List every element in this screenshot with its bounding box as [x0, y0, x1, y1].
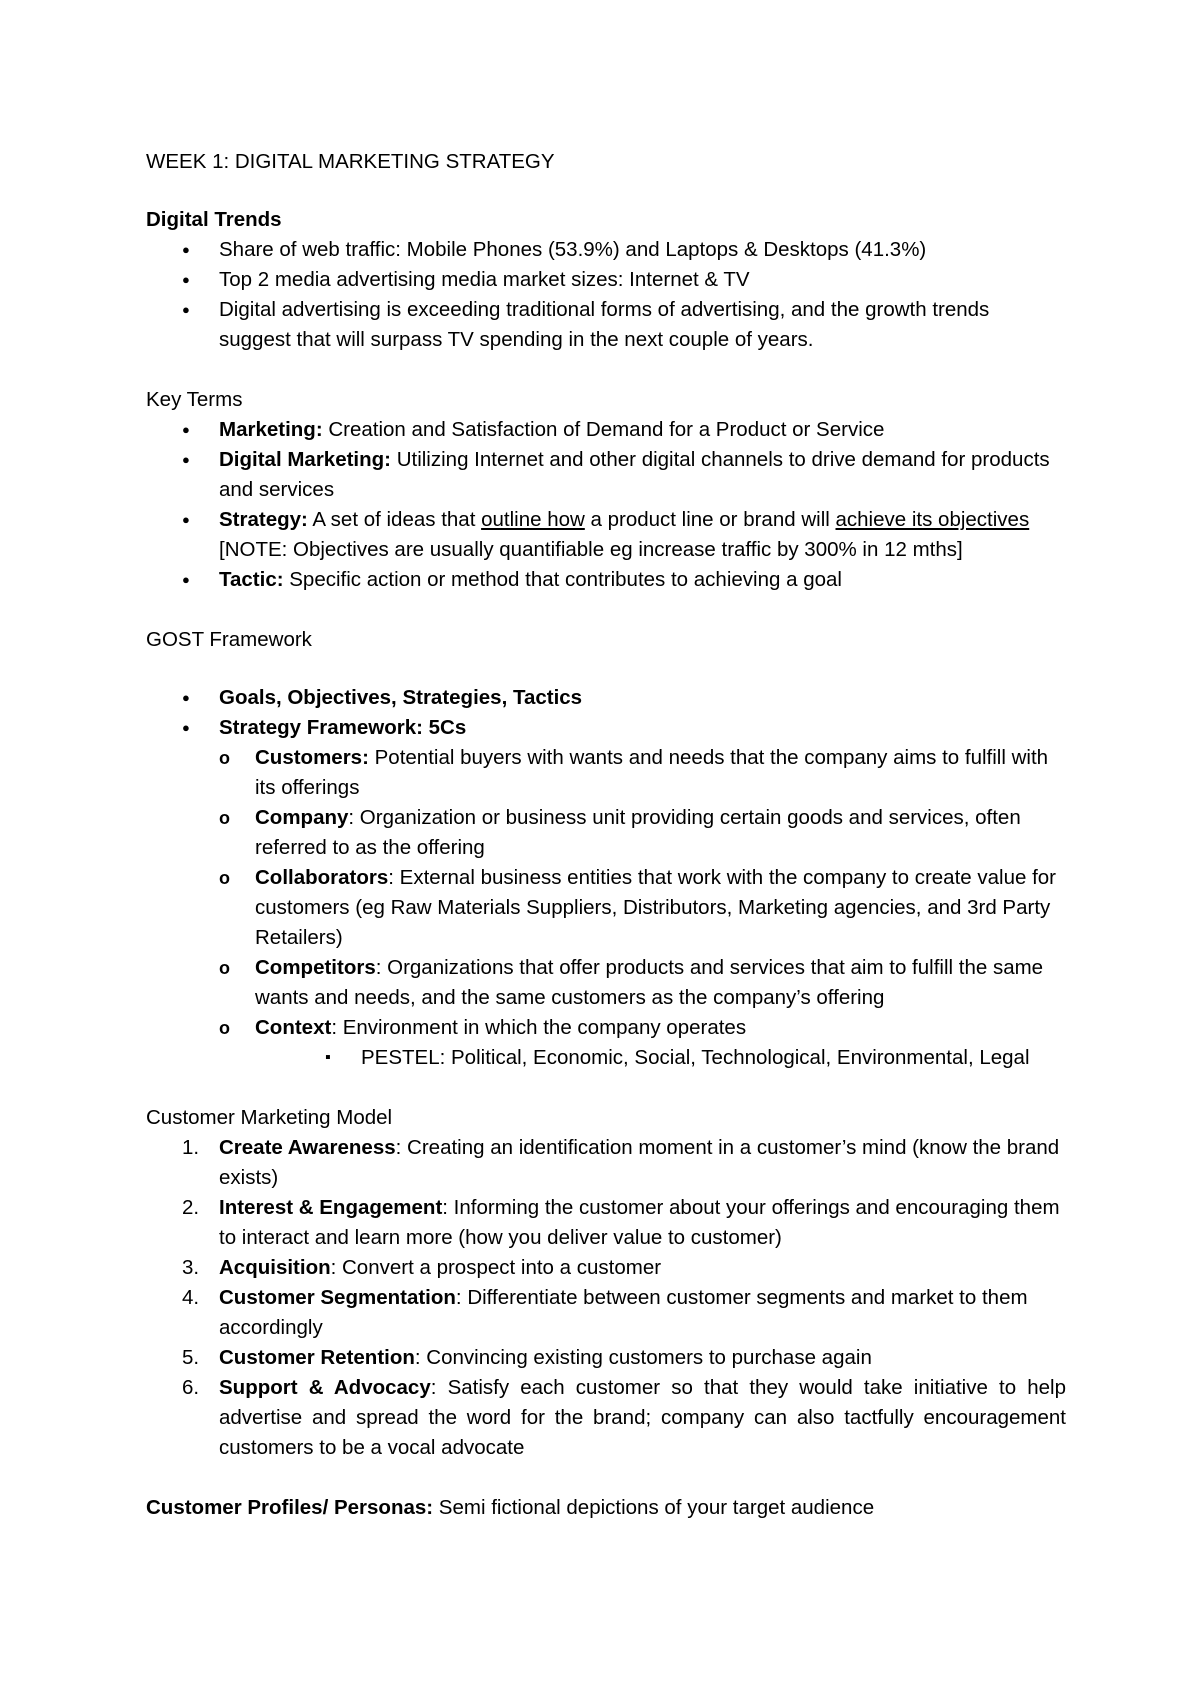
list-item	[146, 1133, 1066, 1193]
list-item	[146, 565, 1066, 595]
list-item	[146, 415, 1066, 445]
term-label: Context	[255, 1016, 332, 1039]
cmm-list	[146, 1133, 1066, 1463]
term-label: Company	[255, 806, 349, 829]
list-number: 6.	[182, 1376, 200, 1399]
term-label: Digital Marketing:	[219, 448, 391, 471]
key-terms-heading: Key Terms	[146, 388, 243, 411]
term-definition: Potential buyers with wants and needs that the company aims to fulfill with its offerings	[255, 746, 1049, 799]
list-item	[219, 803, 1066, 863]
list-item	[146, 1373, 1066, 1463]
term-label: Acquisition	[219, 1256, 331, 1279]
term-label: Customers:	[255, 746, 369, 769]
term-definition: : Differentiate between customer segments and market to them accordingly	[219, 1286, 1028, 1339]
list-number: 3.	[182, 1256, 200, 1279]
list-item	[146, 713, 1066, 1073]
list-number: 1.	[182, 1136, 200, 1159]
underlined-text: outline how	[481, 508, 585, 531]
term-label: Support & Advocacy	[219, 1376, 431, 1399]
list-item: ▪ PESTEL: Political, Economic, Social, Technological, Environmental, Legal	[325, 1043, 1066, 1073]
five-cs-list	[219, 743, 1066, 1073]
term-label: Customer Segmentation	[219, 1286, 456, 1309]
list-item	[146, 683, 1066, 713]
term-label: Marketing:	[219, 418, 323, 441]
key-terms-section	[146, 385, 1066, 595]
term-definition: : Organizations that offer products and services that aim to fulfill the same wants and needs, and the same customers as the company’s offering	[255, 956, 1044, 1009]
term-note: [NOTE: Objectives are usually quantifiable eg increase traffic by 300% in 12 mths]	[219, 538, 963, 561]
list-item	[219, 743, 1066, 803]
gost-heading: GOST Framework	[146, 628, 312, 651]
customer-marketing-model-section	[146, 1103, 1066, 1463]
digital-trends-list	[146, 235, 1066, 355]
term-definition: : Convincing existing customers to purchase again	[414, 1346, 872, 1369]
term-definition: : Informing the customer about your offerings and encouraging them to interact and learn more (how you deliver value to customer)	[219, 1196, 1060, 1249]
term-label: Tactic:	[219, 568, 284, 591]
term-definition: : Creating an identification moment in a customer’s mind (know the brand exists)	[219, 1136, 1060, 1189]
digital-trends-heading: Digital Trends	[146, 208, 282, 231]
term-label: Competitors	[255, 956, 376, 979]
list-item	[219, 953, 1066, 1013]
list-item	[146, 1283, 1066, 1343]
document-title: WEEK 1: DIGITAL MARKETING STRATEGY	[146, 150, 555, 173]
term-definition: : Convert a prospect into a customer	[330, 1256, 662, 1279]
list-item	[146, 1193, 1066, 1253]
pestel-list	[255, 1043, 1066, 1073]
document-page	[146, 147, 1066, 1523]
term-label: Collaborators	[255, 866, 389, 889]
list-item	[146, 1343, 1066, 1373]
list-item: ● Top 2 media advertising media market sizes: Internet & TV	[146, 265, 1066, 295]
list-item	[219, 863, 1066, 953]
term-label: Create Awareness	[219, 1136, 396, 1159]
key-terms-list	[146, 415, 1066, 595]
list-item	[219, 1013, 1066, 1073]
list-number: 4.	[182, 1286, 200, 1309]
list-item: ● Share of web traffic: Mobile Phones (53.9%) and Laptops & Desktops (41.3%)	[146, 235, 1066, 265]
list-number: 2.	[182, 1196, 200, 1219]
list-number: 5.	[182, 1346, 200, 1369]
term-definition: Utilizing Internet and other digital channels to drive demand for products and services	[219, 448, 1050, 501]
term-definition: : External business entities that work with the company to create value for customers (eg Raw Materials Suppliers, Distributors, Marketing agencies, and 3rd Party Retailers)	[255, 866, 1057, 949]
term-label: Interest & Engagement	[219, 1196, 443, 1219]
term-definition: Semi fictional depictions of your target audience	[433, 1496, 875, 1519]
gost-item-label: Goals, Objectives, Strategies, Tactics	[219, 686, 583, 709]
gost-item-label: Strategy Framework: 5Cs	[219, 716, 467, 739]
term-definition: : Organization or business unit providing certain goods and services, often referred to as the offering	[255, 806, 1021, 859]
list-item	[146, 1253, 1066, 1283]
cmm-heading: Customer Marketing Model	[146, 1106, 393, 1129]
term-definition: Specific action or method that contributes to achieving a goal	[283, 568, 842, 591]
term-definition: a product line or brand will	[584, 508, 836, 531]
underlined-text: achieve its objectives	[835, 508, 1030, 531]
term-definition: : Environment in which the company operates	[331, 1016, 747, 1039]
gost-section	[146, 625, 1066, 1073]
term-label: Customer Retention	[219, 1346, 415, 1369]
term-label: Customer Profiles/ Personas:	[146, 1496, 434, 1519]
list-item	[146, 505, 1066, 565]
term-definition: Creation and Satisfaction of Demand for a Product or Service	[322, 418, 885, 441]
digital-trends-section	[146, 205, 1066, 355]
gost-list	[146, 683, 1066, 1073]
term-label: Strategy:	[219, 508, 308, 531]
term-definition: : Satisfy each customer so that they would take initiative to help advertise and spread the word for the brand; company can also tactfully encouragement customers to be a vocal advocate	[219, 1376, 1066, 1459]
term-definition: A set of ideas that	[307, 508, 482, 531]
personas-line	[146, 1493, 1066, 1523]
list-item	[146, 445, 1066, 505]
list-item: ● Digital advertising is exceeding traditional forms of advertising, and the growth trends suggest that will surpass TV spending in the next couple of years.	[146, 295, 1066, 355]
